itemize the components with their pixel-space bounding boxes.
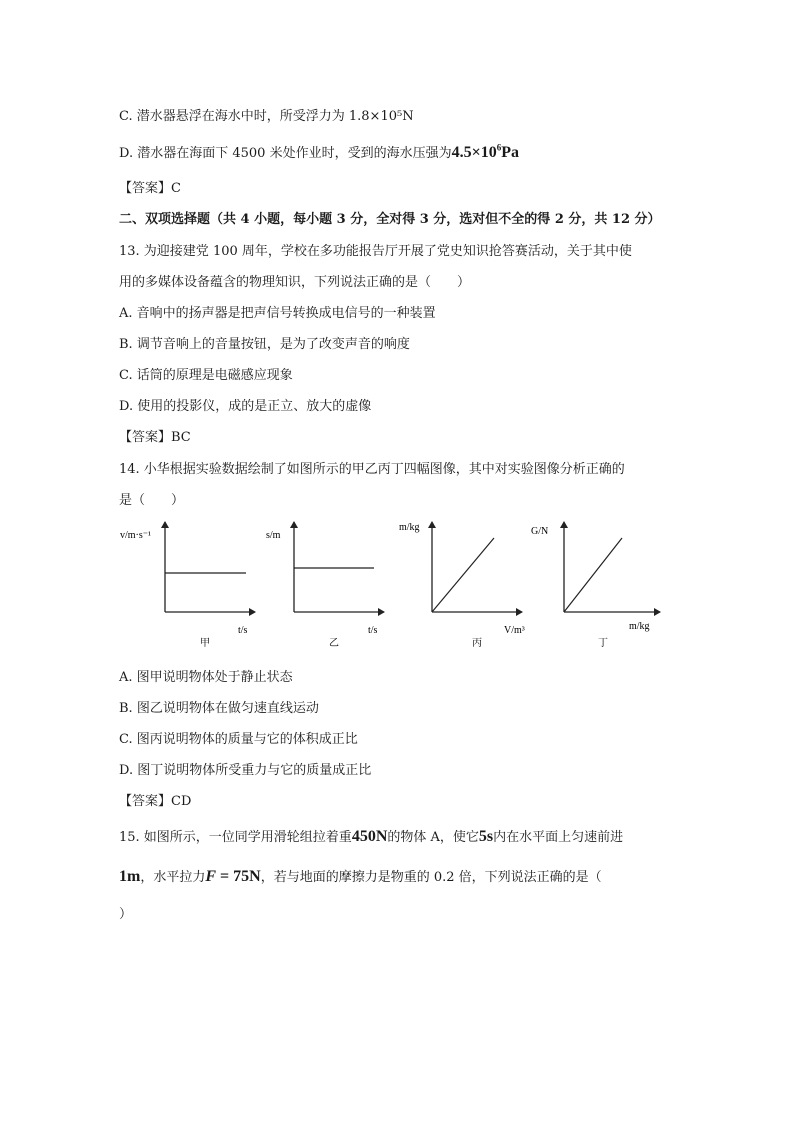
q15-text-5: ，若与地面的摩擦力是物重的 0.2 倍，下列说法正确的是（ [260,870,602,885]
section-title: 二、双项选择题（共 4 小题，每小题 3 分，全对得 3 分，选对但不全的得 2 分，共 12 分） [119,212,661,227]
graph-yi-xlabel: t/s [368,625,378,636]
graph-bing-caption: 丙 [472,638,482,649]
graph-ding-xlabel: m/kg [629,621,650,632]
q14-graphs-figure [118,516,678,656]
graph-ding-caption: 丁 [598,638,608,649]
q14-stem-line2: 是（ ） [119,493,185,508]
q13-option-a: A. 音响中的扬声器是把声信号转换成电信号的一种装置 [119,306,436,321]
q12-option-d-text: D. 潜水器在海面下 4500 米处作业时，受到的海水压强为 [119,146,452,161]
q15-force: F = 75N [205,868,261,885]
q15-stem-line3: ） [119,907,133,922]
q12-pressure-value: $4.5\times 10^6Pa$ [451,142,519,161]
q12-option-d [119,142,519,162]
q13-option-b: B. 调节音响上的音量按钮，是为了改变声音的响度 [119,337,410,352]
graph-bing-xlabel: V/m³ [504,625,525,636]
graph-ding-line [564,538,622,612]
graph-yi-caption: 乙 [329,638,339,649]
graph-ding-ylabel: G/N [531,526,549,537]
graph-bing [399,522,525,649]
q14-option-d: D. 图丁说明物体所受重力与它的质量成正比 [119,763,372,778]
graph-jia [120,522,255,649]
q15-distance: 1m [119,868,141,885]
graph-jia-xlabel: t/s [238,625,248,636]
q15-text-1: 15. 如图所示，一位同学用滑轮组拉着重 [119,830,352,845]
q13-stem-line1: 13. 为迎接建党 100 周年，学校在多功能报告厅开展了党史知识抢答赛活动，关于其中使 [119,244,632,259]
q12-answer: 【答案】C [119,181,181,196]
q15-stem-line1 [119,826,623,846]
q14-stem-line1: 14. 小华根据实验数据绘制了如图所示的甲乙丙丁四幅图像，其中对实验图像分析正确的 [119,462,625,477]
graph-jia-ylabel: v/m·s⁻¹ [120,530,152,541]
q13-option-c: C. 话筒的原理是电磁感应现象 [119,368,293,383]
graph-yi [266,522,384,649]
q12-option-c: C. 潜水器悬浮在海水中时，所受浮力为 1.8×10⁵N [119,109,414,124]
q14-answer: 【答案】CD [119,794,192,809]
q15-text-3: 内在水平面上匀速前进 [493,830,624,845]
q13-answer: 【答案】BC [119,430,191,445]
q15-weight: 450N [351,828,388,845]
graph-bing-ylabel: m/kg [399,522,420,533]
q14-graphs-svg [118,516,678,656]
q13-option-d: D. 使用的投影仪，成的是正立、放大的虚像 [119,399,372,414]
graph-bing-line [432,538,494,612]
graph-jia-caption: 甲 [200,638,210,649]
q14-option-a: A. 图甲说明物体处于静止状态 [119,670,293,685]
q14-option-b: B. 图乙说明物体在做匀速直线运动 [119,701,319,716]
q15-stem-line2 [119,866,602,886]
q14-option-c: C. 图丙说明物体的质量与它的体积成正比 [119,732,358,747]
graph-ding [531,522,660,649]
graph-yi-ylabel: s/m [266,530,281,541]
q15-time: 5s [478,828,494,845]
q15-text-4: ，水平拉力 [140,870,206,885]
q13-stem-line2: 用的多媒体设备蕴含的物理知识，下列说法正确的是（ ） [119,275,471,290]
q15-text-2: 的物体 A，使它 [387,830,479,845]
